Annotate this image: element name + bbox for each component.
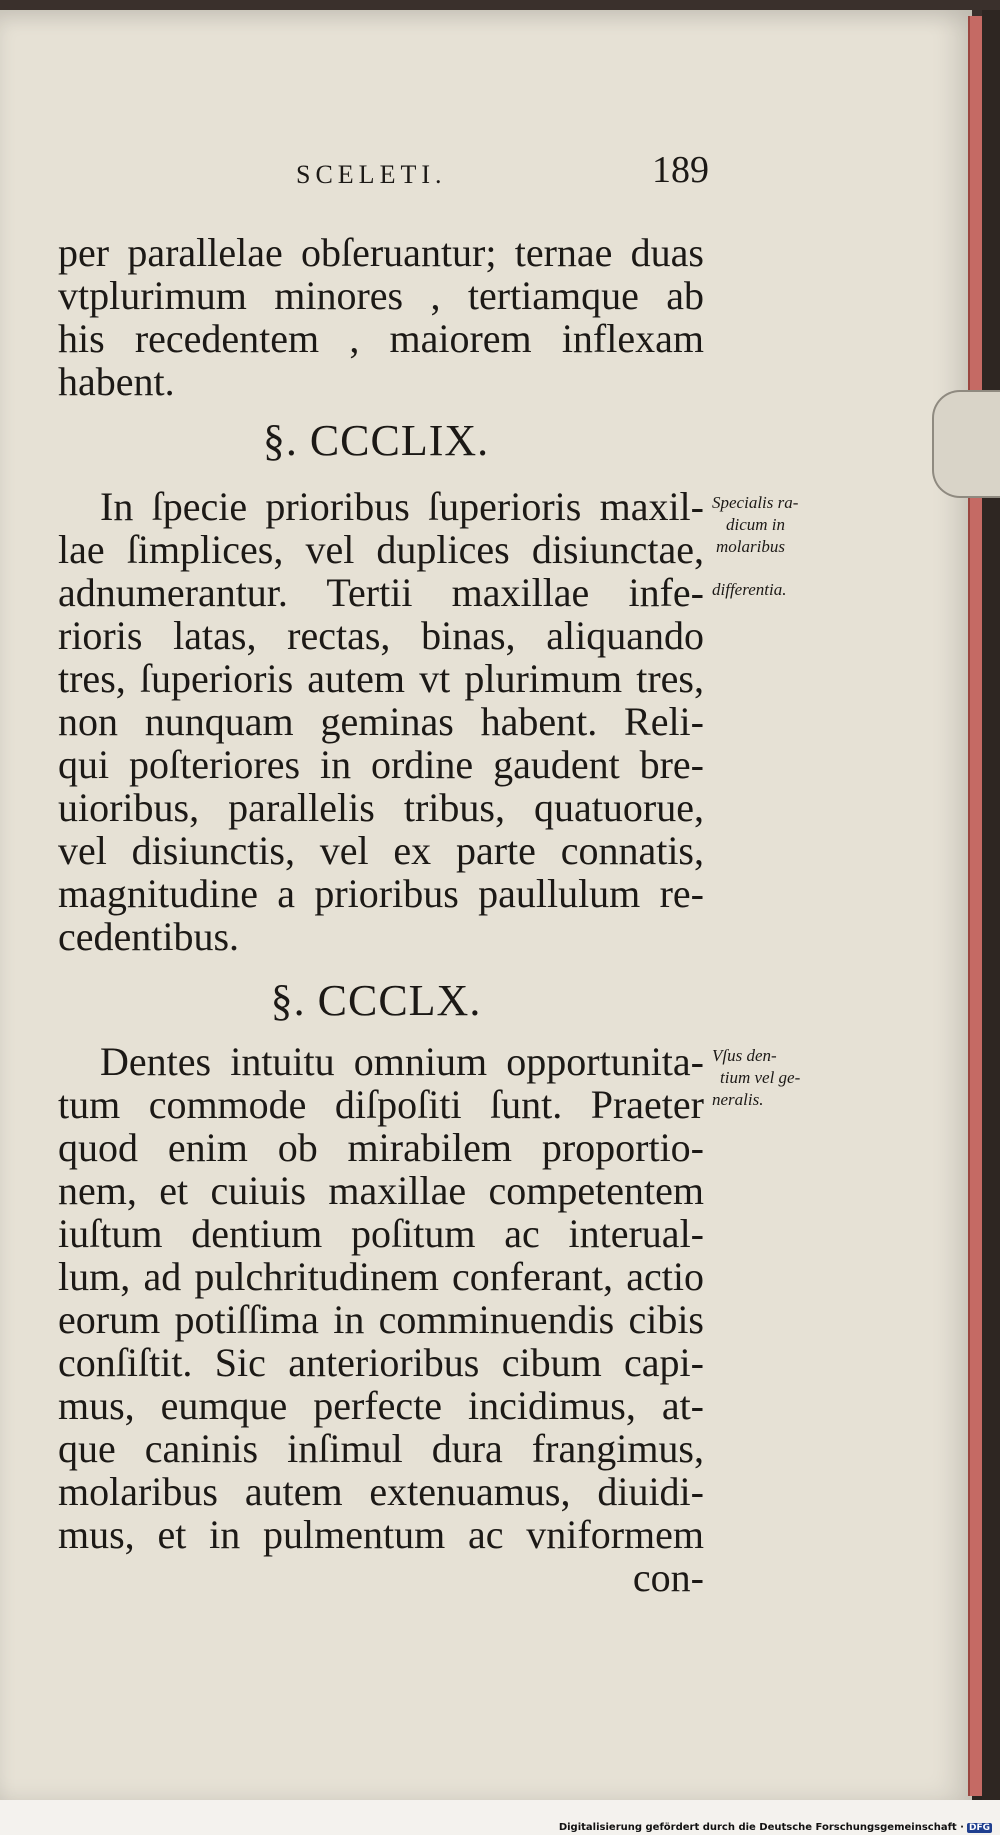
text-line: qui poſteriores in ordine gaudent bre- bbox=[58, 742, 704, 787]
text-line: non nunquam geminas habent. Reli- bbox=[58, 699, 704, 744]
running-head-title: SCELETI. bbox=[296, 160, 447, 189]
text-line: magnitudine a prioribus paullulum re- bbox=[58, 871, 704, 916]
book-edge-shadow bbox=[982, 10, 1000, 1805]
text-line: rioris latas, rectas, binas, aliquando bbox=[58, 613, 704, 658]
text-line: vtplurimum minores , tertiamque ab bbox=[58, 273, 704, 318]
text-line: Dentes intuitu omnium opportunita- bbox=[100, 1039, 704, 1084]
section-heading: §. CCCLX. bbox=[270, 976, 482, 1025]
text-line: conſiſtit. Sic anterioribus cibum capi- bbox=[58, 1340, 704, 1385]
text-line: lae ſimplices, vel duplices disiunctae, bbox=[58, 527, 704, 572]
text-line: lum, ad pulchritudinem conferant, actio bbox=[58, 1254, 704, 1299]
text-line: mus, et in pulmentum ac vniformem bbox=[58, 1512, 704, 1557]
text-line: per parallelae obſeruantur; ternae duas bbox=[58, 230, 704, 275]
text-line: uioribus, parallelis tribus, quatuorue, bbox=[58, 785, 704, 830]
text-line: que caninis inſimul dura frangimus, bbox=[58, 1426, 704, 1471]
thumb-index-tab bbox=[932, 390, 1000, 498]
text-line: cedentibus. bbox=[58, 914, 240, 959]
text-line: his recedentem , maiorem inflexam bbox=[58, 316, 704, 361]
text-line: vel disiunctis, vel ex parte connatis, bbox=[58, 828, 704, 873]
text-line: tres, ſuperioris autem vt plurimum tres, bbox=[58, 656, 704, 701]
text-line: mus, eumque perfecte incidimus, at- bbox=[58, 1383, 704, 1428]
catchword: con- bbox=[632, 1555, 704, 1600]
text-line: habent. bbox=[58, 359, 175, 404]
page-number: 189 bbox=[652, 149, 709, 191]
marginal-note-line: dicum in bbox=[726, 515, 786, 534]
digitization-credit bbox=[559, 1822, 992, 1833]
text-line: eorum potiſſima in comminuendis cibis bbox=[58, 1297, 704, 1342]
marginal-note-line: Vſus den- bbox=[712, 1046, 777, 1065]
text-line: nem, et cuiuis maxillae competentem bbox=[58, 1168, 704, 1213]
marginal-note-line: neralis. bbox=[712, 1090, 764, 1109]
marginal-note-line: tium vel ge- bbox=[720, 1068, 801, 1087]
marginal-note-line: differentia. bbox=[712, 580, 787, 599]
text-line: In ſpecie prioribus ſuperioris maxil- bbox=[100, 484, 704, 529]
text-line: iuſtum dentium poſitum ac interual- bbox=[58, 1211, 704, 1256]
marginal-note-line: molaribus bbox=[716, 537, 785, 556]
text-line: tum commode diſpoſiti ſunt. Praeter bbox=[58, 1082, 704, 1127]
dfg-logo: DFG bbox=[968, 1823, 990, 1833]
credit-text: Digitalisierung gefördert durch die Deutsche Forschungsgemeinschaft · bbox=[558, 1822, 964, 1833]
text-line: molaribus autem extenuamus, diuidi- bbox=[58, 1469, 704, 1514]
marginal-note-line: Specialis ra- bbox=[712, 493, 799, 512]
text-line: quod enim ob mirabilem proportio- bbox=[58, 1125, 704, 1170]
text-line: adnumerantur. Tertii maxillae infe- bbox=[58, 570, 704, 615]
section-heading: §. CCCLIX. bbox=[262, 416, 490, 465]
